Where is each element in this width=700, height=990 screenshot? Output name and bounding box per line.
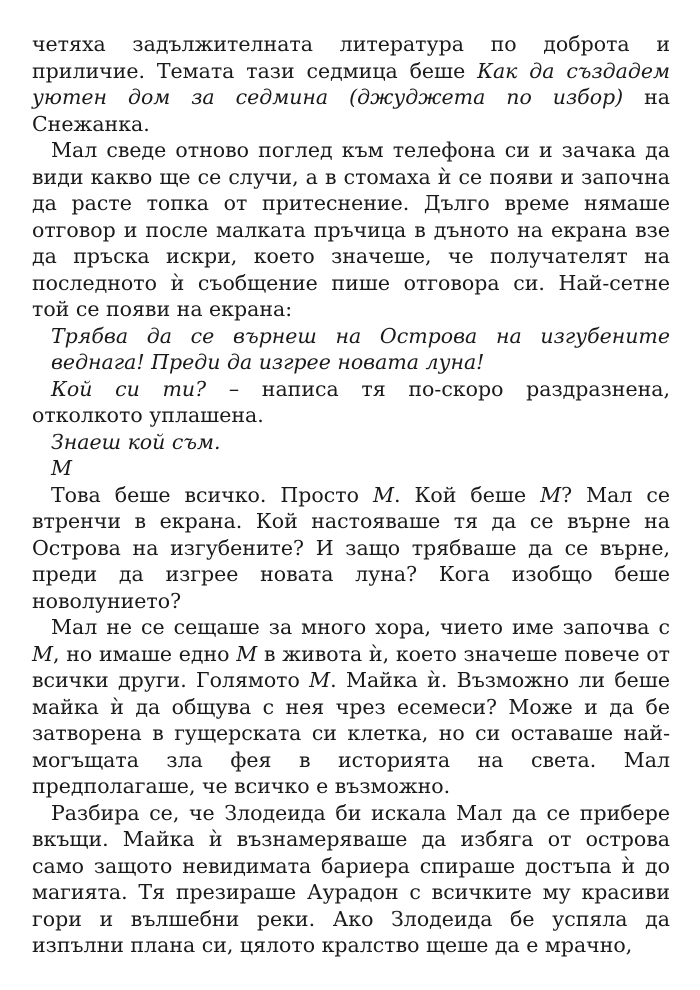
italic-text-message: Трябва да се върнеш на Острова на изгубените веднага! Преди да изгрее новата луна! (51, 323, 670, 374)
paragraph-maleficent-plan (32, 800, 670, 959)
text-run: – написа тя по-скоро раздразнена, отколкото уплашена. (32, 376, 670, 427)
italic-letter-m: М (540, 482, 562, 507)
italic-letter-m: М (372, 482, 394, 507)
italic-letter-m: М (32, 641, 53, 666)
paragraph-mother-m (32, 614, 670, 800)
italic-letter-m: М (236, 641, 258, 666)
italic-text-message: Знаеш кой съм. (51, 429, 221, 454)
paragraph-who-are-you (32, 376, 670, 429)
text-run: ? Мал се втренчи в екрана. Кой настояваше тя да се върне на Острова на изгубените? И защо трябваше да се върне, преди да изгрее новата луна? Кога изобщо беше новолунието? (32, 482, 670, 613)
paragraph-homework-topic (32, 31, 670, 137)
message-signature-m (32, 455, 670, 482)
paragraph-just-m (32, 482, 670, 615)
text-run: Разбира се, че Злодеида би искала Мал да се прибере вкъщи. Майка ѝ възнамеряваше да избяга от острова само защото невидимата бариера спираше достъпа ѝ до магията. Тя презираше Аурадон с всичките му красиви гори и вълшебни реки. Ако Злодеида бе успяла да изпълни плана си, цялото кралство щеше да е мрачно, (32, 800, 670, 957)
italic-book-title: Как да създадем уютен дом за седмина (джуджета по избор) (32, 58, 670, 109)
message-you-know-who (32, 429, 670, 456)
text-run: . Кой беше (393, 482, 541, 507)
text-run: Мал сведе отново поглед към телефона си и зачака да види какво ще се случи, а в стомаха ѝ се появи и започна да расте топка от притеснение. Дълго време нямаше отговор и после малката пръчица в дъното на екрана взе да пръска искри, което значеше, че получателят на последното ѝ съобщение пише отговора си. Най-сетне той се появи на екрана: (32, 138, 670, 321)
text-run: Мал не се сещаше за много хора, чието име започва с (51, 615, 670, 639)
italic-letter-m: М (309, 668, 331, 692)
paragraph-phone-waiting (32, 137, 670, 323)
italic-signature: М (51, 456, 72, 480)
text-run: , но имаше едно (53, 641, 237, 666)
text-run: четяха задължителната литература по доброта и приличие. Темата тази седмица беше (32, 32, 670, 83)
text-run: Това беше всичко. Просто (51, 482, 373, 507)
text-run: в живота ѝ, което значеше повече от всички други. Голямото (32, 641, 670, 692)
text-run: . Майка ѝ. Възможно ли беше майка ѝ да общува с нея чрез есемеси? Може и да бе затворена в гущерската си клетка, но си оставаше най-могъщата зла фея в историята на света. Мал предполагаше, че всичко е възможно. (32, 668, 670, 798)
text-run: на Снежанка. (32, 85, 670, 136)
message-return-to-island (32, 323, 670, 376)
italic-text-message: Кой си ти? (51, 376, 207, 401)
